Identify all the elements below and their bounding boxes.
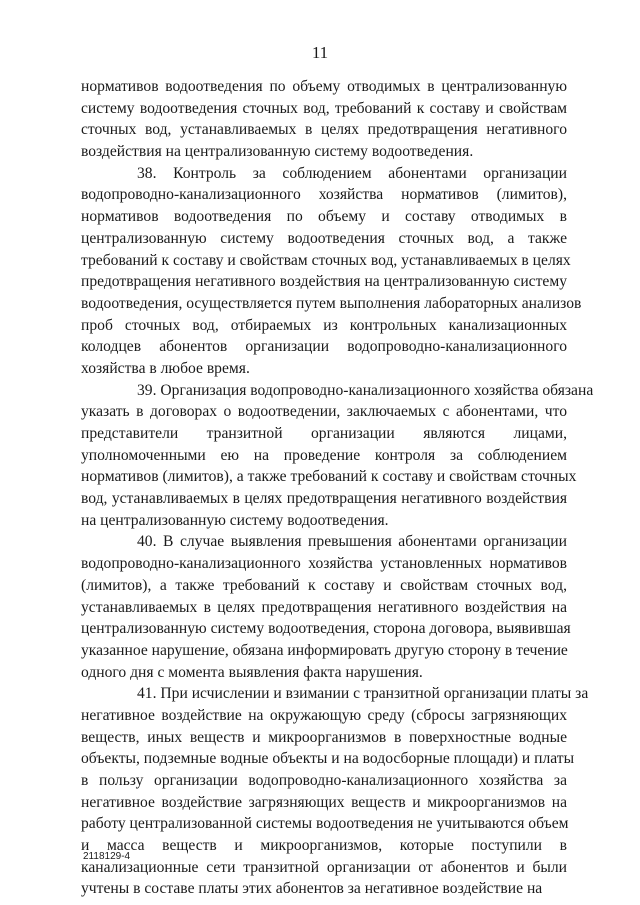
document-body — [81, 76, 594, 900]
paragraph-line: нормативов водоотведения по объему отводимых в централизованную — [81, 78, 567, 95]
paragraph-line: объекты, подземные водные объекты и на водосборные площади) и платы — [81, 750, 575, 768]
paragraph-line: нормативов (лимитов), а также требований к составу и свойствам сточных — [81, 468, 577, 486]
paragraph-line: 38. Контроль за соблюдением абонентами организации — [137, 164, 567, 182]
paragraph-line: учтены в составе платы этих абонентов за негативное воздействие на — [81, 880, 543, 898]
paragraph-line: веществ, иных веществ и микроорганизмов в поверхностные водные — [81, 728, 567, 746]
paragraph-line: негативное воздействие загрязняющих веществ и микроорганизмов на — [81, 793, 567, 811]
paragraph-line: в пользу организации водопроводно-канализационного хозяйства за — [81, 772, 567, 789]
paragraph-line: на централизованную систему водоотведения. — [81, 511, 389, 529]
paragraph-line: хозяйства в любое время. — [81, 359, 250, 377]
paragraph-line: вод, устанавливаемых в целях предотвращения негативного воздействия — [81, 490, 567, 508]
paragraph — [81, 76, 567, 163]
paragraph-line: централизованную систему водоотведения, сторона договора, выявившая — [81, 620, 571, 638]
paragraph-line: водопроводно-канализационного хозяйства нормативов (лимитов), — [81, 186, 567, 204]
paragraph-line: 41. При исчислении и взимании с транзитной организации платы за — [137, 685, 589, 703]
paragraph-line: одного дня с момента выявления факта нарушения. — [81, 663, 423, 681]
paragraph-line: устанавливаемых в целях предотвращения негативного воздействия на — [81, 598, 567, 616]
paragraph-line: и масса веществ и микроорганизмов, которые поступили в — [81, 837, 567, 855]
document-code: 2118129-4 — [83, 851, 131, 862]
paragraph — [81, 531, 571, 683]
paragraph — [81, 683, 589, 900]
paragraph-line: воздействия на централизованную систему водоотведения. — [81, 143, 474, 161]
paragraph-line: работу централизованной системы водоотведения не учитываются объем — [81, 815, 569, 833]
paragraph-line: нормативов водоотведения по объему и составу отводимых в — [81, 208, 567, 226]
paragraph-line: канализационные сети транзитной организации от абонентов и были — [81, 858, 567, 876]
paragraph-line: 40. В случае выявления превышения абонентами организации — [137, 533, 567, 551]
paragraph-line: указать в договорах о водоотведении, заключаемых с абонентами, что — [81, 403, 567, 421]
paragraph-line: представители транзитной организации являются лицами, — [81, 425, 567, 442]
paragraph-line: (лимитов), а также требований к составу и свойствам сточных вод, — [81, 576, 567, 594]
paragraph-line: 39. Организация водопроводно-канализационного хозяйства обязана — [137, 381, 594, 399]
paragraph — [81, 380, 594, 532]
paragraph-line: водоотведения, осуществляется путем выполнения лабораторных анализов — [81, 294, 582, 312]
paragraph-line: предотвращения негативного воздействия на централизованную систему — [81, 273, 567, 291]
paragraph-line: водопроводно-канализационного хозяйства установленных нормативов — [81, 555, 567, 573]
paragraph — [81, 163, 582, 380]
paragraph-line: сточных вод, устанавливаемых в целях предотвращения негативного — [81, 121, 567, 139]
paragraph-line: централизованную систему водоотведения сточных вод, а также — [81, 229, 567, 247]
paragraph-line: указанное нарушение, обязана информировать другую сторону в течение — [81, 641, 568, 659]
page-number: 11 — [311, 43, 329, 62]
paragraph-line: проб сточных вод, отбираемых из контрольных канализационных — [81, 316, 567, 334]
paragraph-line: систему водоотведения сточных вод, требований к составу и свойствам — [81, 99, 567, 117]
paragraph-line: уполномоченными ею на проведение контроля за соблюдением — [81, 446, 567, 464]
paragraph-line: требований к составу и свойствам сточных вод, устанавливаемых в целях — [81, 251, 571, 269]
paragraph-line: колодцев абонентов организации водопроводно-канализационного — [81, 338, 567, 356]
paragraph-line: негативное воздействие на окружающую среду (сбросы загрязняющих — [81, 706, 567, 724]
